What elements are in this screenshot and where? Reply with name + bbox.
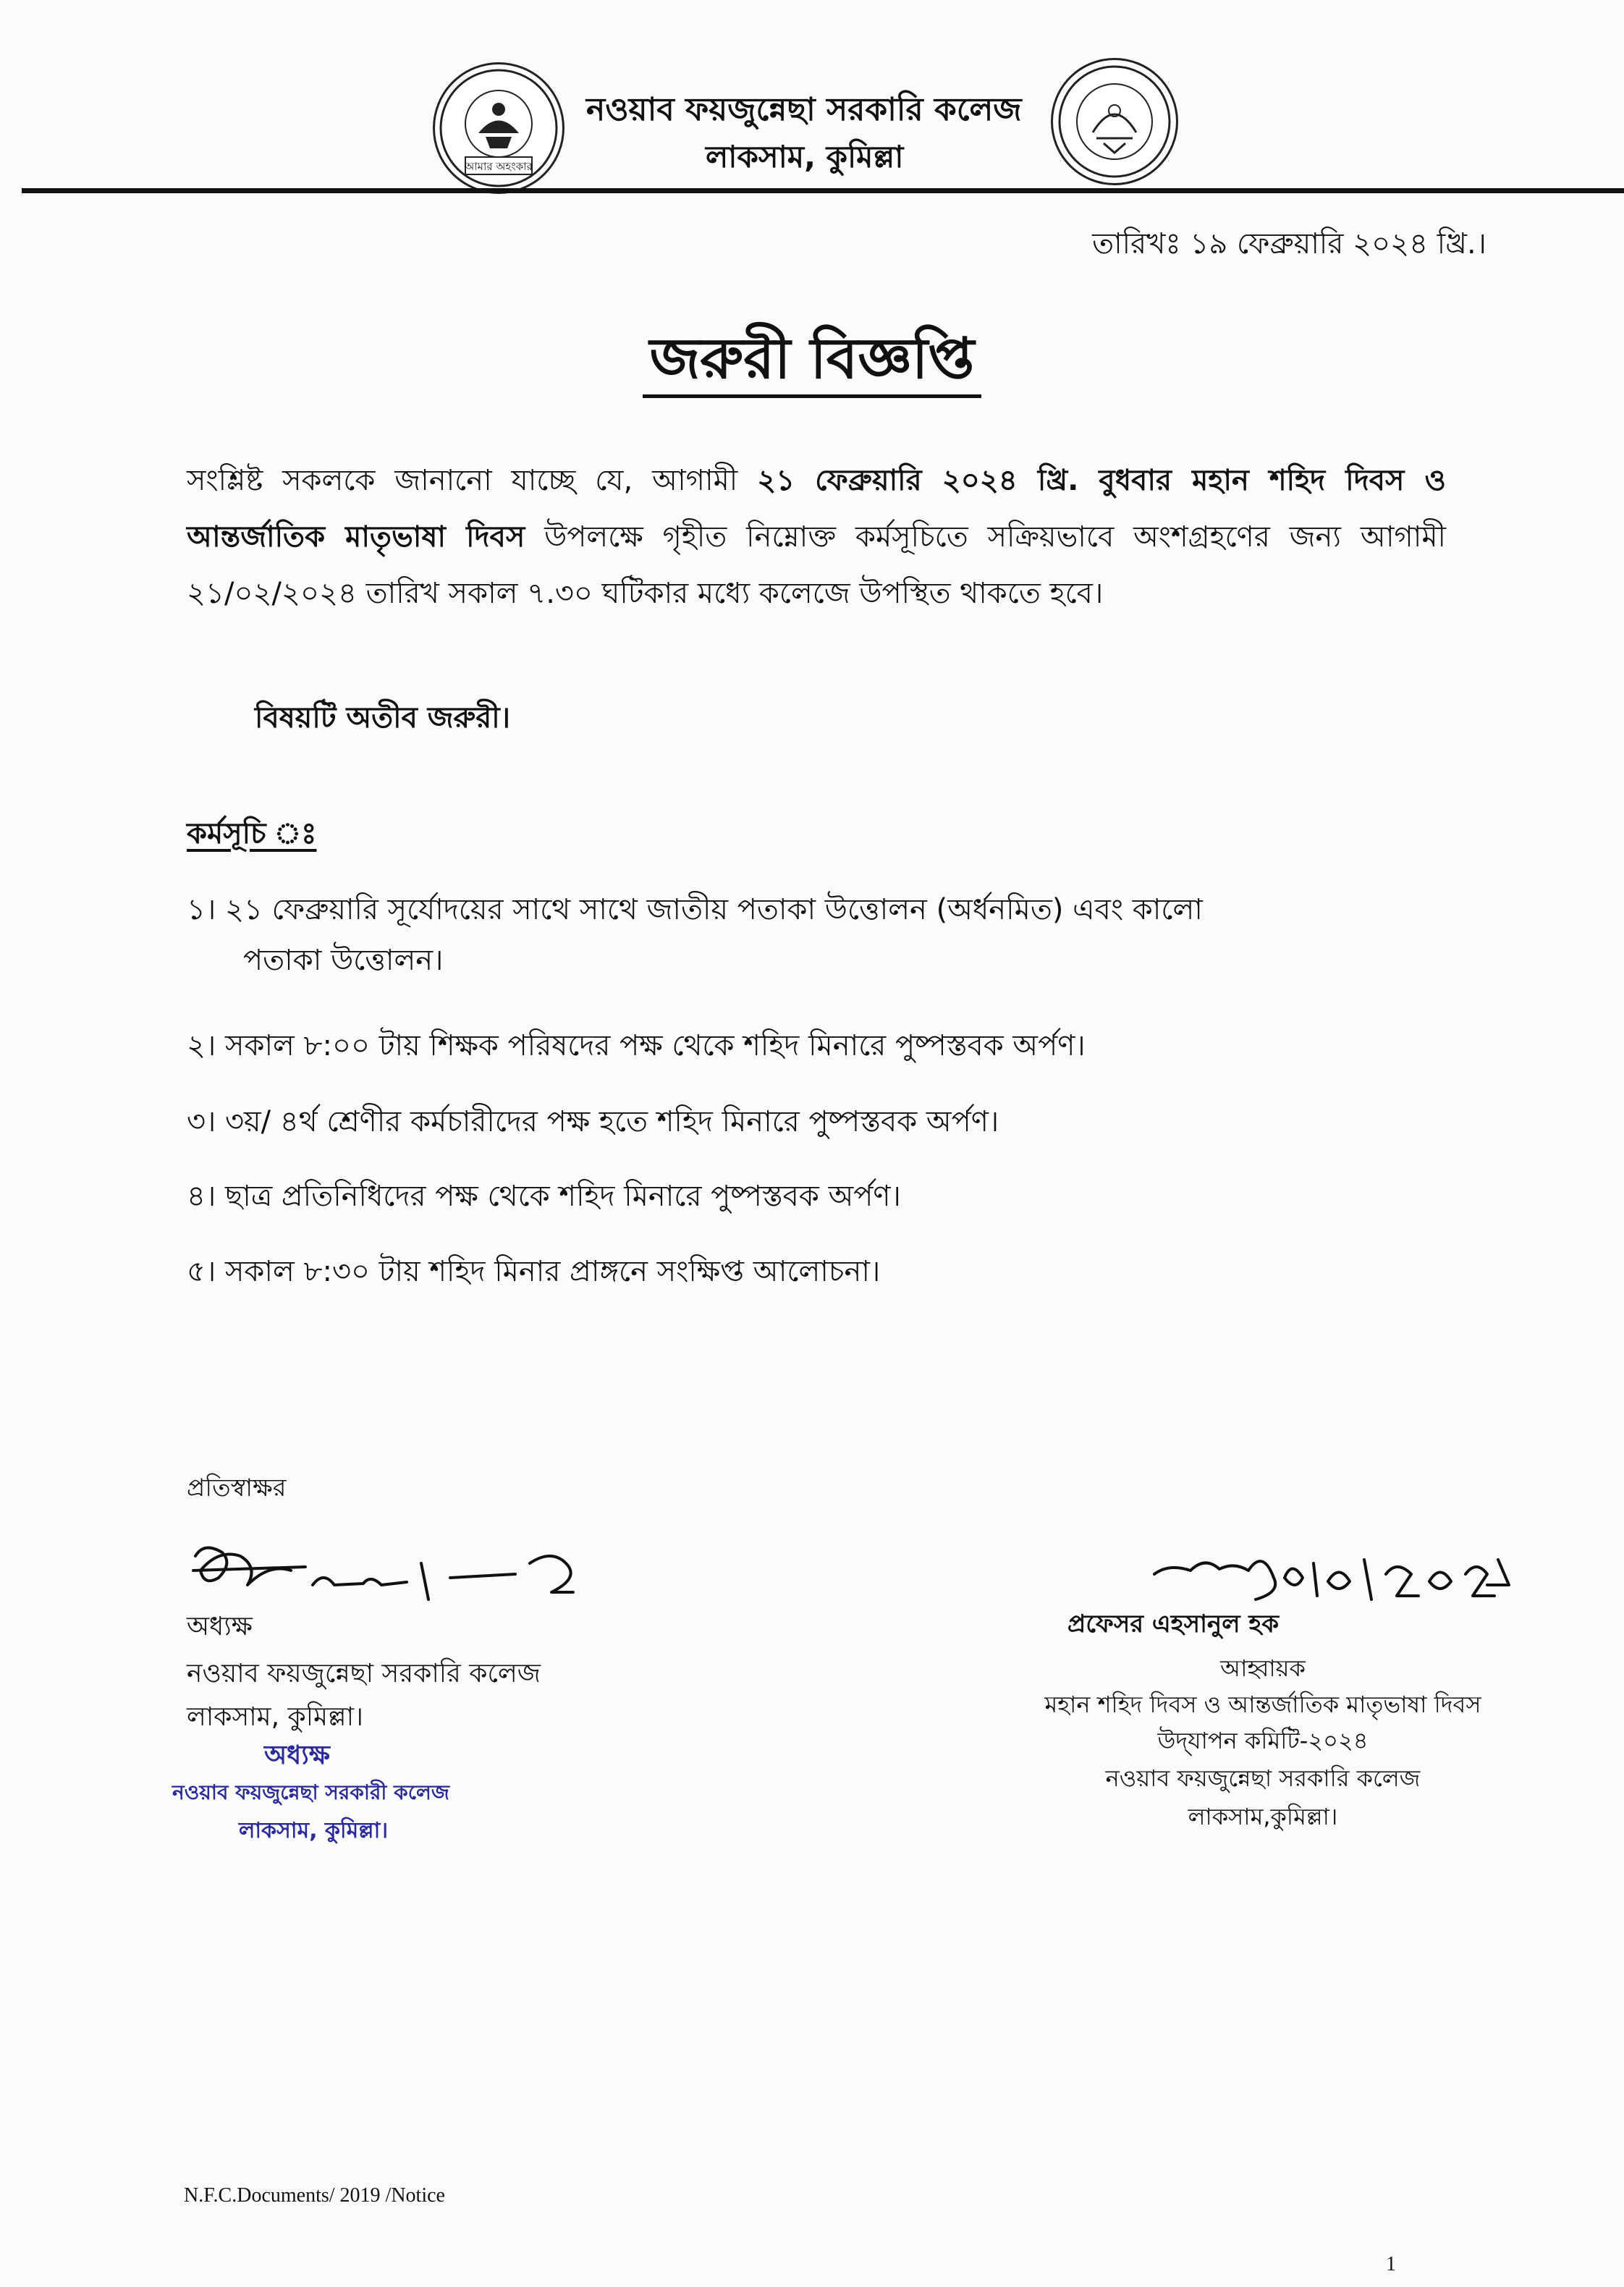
college-name: নওয়াব ফয়জুন্নেছা সরকারি কলেজ (586, 91, 1022, 128)
program-item-text: সকাল ৮:০০ টায় শিক্ষক পরিষদের পক্ষ থেকে শহিদ মিনারে পুষ্পস্তবক অর্পণ। (225, 1029, 1086, 1062)
notice-title-wrapper (0, 315, 1624, 409)
signatory-committee-line-2: উদ্‌যাপন কমিটি-২০২৪ (1157, 1727, 1369, 1754)
program-item-4 (187, 1171, 1446, 1222)
emphasis-line: বিষয়টি অতীব জরুরী। (255, 701, 511, 735)
program-item-text-continued: পতাকা উত্তোলন। (243, 944, 444, 977)
program-item-5 (187, 1246, 1446, 1297)
college-logo-right (1051, 58, 1178, 185)
program-item-3 (187, 1096, 1446, 1147)
document-reference: N.F.C.Documents/ 2019 /Notice (184, 2184, 445, 2207)
program-item-number: ৩। (187, 1105, 216, 1138)
program-item-number: ২। (187, 1029, 216, 1062)
header-divider (22, 188, 1624, 193)
principal-seal-college: নওয়াব ফয়জুন্নেছা সরকারী কলেজ (172, 1780, 449, 1804)
program-item-2 (187, 1020, 1446, 1071)
countersign-label: প্রতিস্বাক্ষর (187, 1474, 287, 1502)
program-item-text: ছাত্র প্রতিনিধিদের পক্ষ থেকে শহিদ মিনারে পুষ্পস্তবক অর্পণ। (224, 1180, 901, 1213)
program-item-number: ৫। (187, 1255, 216, 1288)
convener-signature-icon (1147, 1542, 1516, 1614)
college-emblem-icon (435, 64, 562, 192)
signatory-committee-line-1: মহান শহিদ দিবস ও আন্তর্জাতিক মাতৃভাষা দিবস (1044, 1691, 1481, 1718)
college-logo-left (433, 62, 564, 194)
body-bold-phrase: ২১ ফেব্রুয়ারি ২০২৪ খ্রি. বুধবার মহান শহিদ দিবস ও আন্তর্জাতিক মাতৃভাষা দিবস (187, 464, 1446, 554)
program-item-text: সকাল ৮:৩০ টায় শহিদ মিনার প্রাঙ্গনে সংক্ষিপ্ত আলোচনা। (224, 1255, 881, 1288)
principal-seal-address: লাকসাম, কুমিল্লা। (239, 1818, 389, 1843)
left-logo-caption: আমার অহংকার (465, 160, 533, 173)
program-item-text: ৩য়/ ৪র্থ শ্রেণীর কর্মচারীদের পক্ষ হতে শহিদ মিনারে পুষ্পস্তবক অর্পণ। (225, 1105, 999, 1138)
body-part-2: উপলক্ষে গৃহীত নিম্নোক্ত কর্মসূচিতে সক্রিয়ভাবে অংশগ্রহণের জন্য আগামী ২১/০২/২০২৪ তারিখ সকাল ৭.৩০ ঘটিকার মধ্যে কলেজে উপস্থিত থাকতে হবে। (187, 520, 1446, 610)
signatory-name: প্রফেসর এহসানুল হক (1067, 1610, 1280, 1639)
notice-title: জরুরী বিজ্ঞপ্তি (643, 326, 982, 398)
notice-date: তারিখঃ ১৯ ফেব্রুয়ারি ২০২৪ খ্রি.। (1092, 227, 1486, 261)
countersign-address: লাকসাম, কুমিল্লা। (187, 1702, 363, 1732)
principal-signature-icon (190, 1534, 595, 1614)
program-item-number: ৪। (187, 1180, 216, 1213)
signatory-address: লাকসাম,কুমিল্লা। (1188, 1803, 1338, 1830)
notice-body (187, 452, 1446, 622)
program-heading: কর্মসূচি ঃ (187, 817, 317, 850)
program-item-1 (187, 884, 1446, 986)
program-item-number: ১। (187, 893, 216, 926)
program-item-text: ২১ ফেব্রুয়ারি সূর্যোদয়ের সাথে সাথে জাতীয় পতাকা উত্তোলন (অর্ধনমিত) এবং কালো (224, 893, 1203, 926)
countersign-college: নওয়াব ফয়জুন্নেছা সরকারি কলেজ (187, 1659, 541, 1688)
countersign-title: অধ্যক্ষ (187, 1612, 253, 1641)
college-address: লাকসাম, কুমিল্লা (706, 139, 904, 174)
principal-seal-title: অধ্যক্ষ (264, 1741, 330, 1770)
seal-emblem-icon (1053, 60, 1176, 183)
page-number: 1 (1386, 2253, 1396, 2275)
body-part-1: সংশ্লিষ্ট সকলকে জানানো যাচ্ছে যে, আগামী (187, 464, 758, 497)
signatory-role: আহ্বায়ক (1220, 1654, 1306, 1682)
signatory-college: নওয়াব ফয়জুন্নেছা সরকারি কলেজ (1105, 1764, 1421, 1792)
